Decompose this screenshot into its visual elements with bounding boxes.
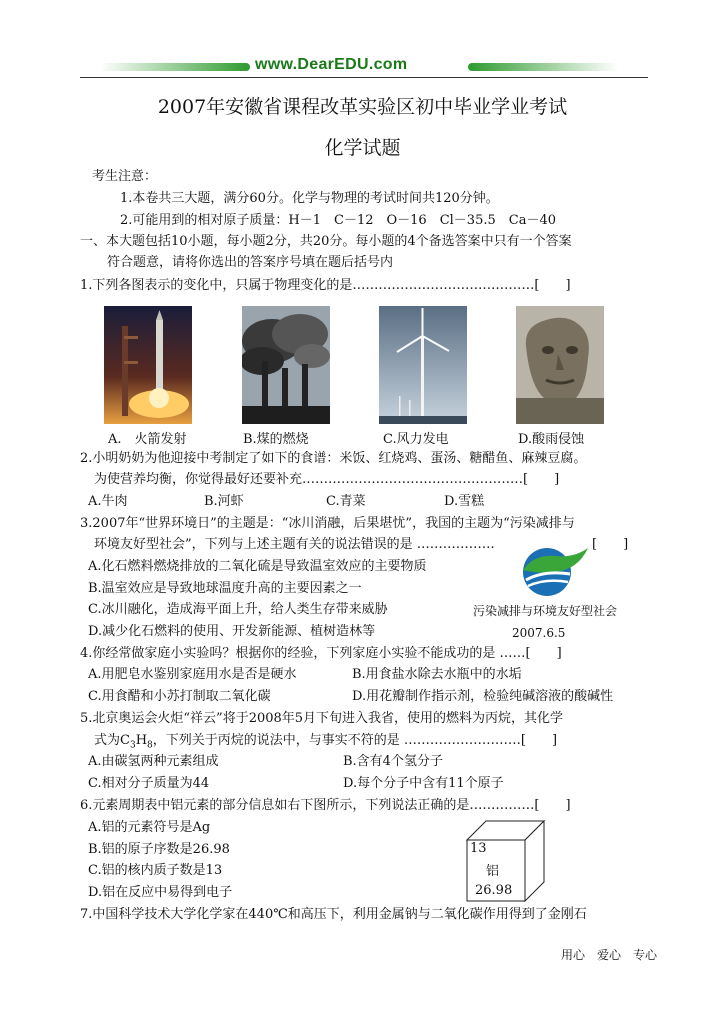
q1-option-a: A. 火箭发射: [108, 432, 187, 447]
q4-option-a: A.用肥皂水鉴别家庭用水是否是硬水: [88, 667, 297, 682]
logo-date: 2007.6.5: [512, 626, 566, 640]
notice-item-1: 1.本卷共三大题，满分60分。化学与物理的考试时间共120分钟。: [120, 191, 499, 206]
element-atomic-mass: 26.98: [475, 883, 513, 898]
notice-heading: 考生注意：: [92, 169, 158, 184]
exam-subtitle: 化学试题: [324, 137, 401, 159]
q2-stem-line2: 为使营养均衡，你觉得最好还要补充……………………………………………[ ]: [94, 472, 560, 487]
q6-option-d: D.铝在反应中易得到电子: [88, 885, 233, 900]
q5-option-d: D.每个分子中含有11个原子: [343, 776, 504, 791]
q1-option-c: C.风力发电: [383, 432, 449, 447]
q5-option-a: A.由碳氢两种元素组成: [88, 754, 219, 769]
q3-option-b: B.温室效应是导致地球温度升高的主要因素之一: [88, 581, 362, 596]
notice-item-2: 2.可能用到的相对原子质量：H－1 C－12 O－16 Cl－35.5 Ca－40: [120, 213, 556, 228]
aluminum-element-cell: [466, 820, 546, 902]
q5-stem-line2: 式为$C_3H_8$，下列关于丙烷的说法中，与事实不符的是 ………………………[ ]: [94, 733, 558, 751]
q6-option-b: B.铝的原子序数是26.98: [88, 842, 230, 857]
q4-option-c: C.用食醋和小苏打制取二氧化碳: [88, 689, 271, 704]
q3-answer-bracket: [ ]: [592, 537, 629, 552]
section1-line2: 符合题意，请将你选出的答案序号填在题后括号内: [107, 255, 394, 270]
wind-power-image: [379, 306, 467, 424]
q5-stem-line1: 5.北京奥运会火炬“祥云”将于2008年5月下旬进入我省，使用的燃料为丙烷，其化学: [80, 711, 564, 726]
q2-stem-line1: 2.小明奶奶为他迎接中考制定了如下的食谱：米饭、红烧鸡、蛋汤、糖醋鱼、麻辣豆腐。: [80, 451, 587, 466]
section1-line1: 一、本大题包括10小题，每小题2分，共20分。每小题的4个备选答案中只有一个答案: [80, 234, 572, 249]
element-name: 铝: [486, 864, 500, 879]
element-atomic-number: 13: [470, 841, 487, 856]
q6-stem: 6.元素周期表中铝元素的部分信息如右下图所示，下列说法正确的是……………[ ]: [80, 798, 571, 813]
q2-option-d: D.雪糕: [444, 494, 485, 509]
q5-option-b: B.含有4个氢分子: [343, 754, 443, 769]
q6-option-a: A.铝的元素符号是Ag: [88, 820, 211, 835]
q1-stem: 1.下列各图表示的变化中，只属于物理变化的是……………………………………[ ]: [80, 278, 571, 293]
acid-rain-statue-image: [516, 306, 604, 424]
header-swoosh-left: [100, 63, 250, 71]
q7-stem-line1: 7.中国科学技术大学化学家在440℃和高压下，利用金属钠与二氧化碳作用得到了金刚石: [80, 907, 587, 922]
q2-option-a: A.牛肉: [88, 494, 128, 509]
q2-option-c: C.青菜: [326, 494, 366, 509]
q4-option-d: D.用花瓣制作指示剂，检验纯碱溶液的酸碱性: [352, 689, 614, 704]
q4-stem: 4.你经常做家庭小实验吗？根据你的经验，下列家庭小实验不能成功的是 ……[ ]: [80, 646, 562, 661]
environment-day-logo: [504, 540, 590, 602]
header-url[interactable]: www.DearEDU.com: [255, 56, 408, 73]
q2-option-b: B.河虾: [204, 494, 244, 509]
rocket-launch-image: [104, 306, 192, 424]
coal-burning-image: [242, 306, 330, 424]
q4-option-b: B.用食盐水除去水瓶中的水垢: [352, 667, 522, 682]
q3-option-d: D.减少化石燃料的使用、开发新能源、植树造林等: [88, 624, 376, 639]
q3-option-a: A.化石燃料燃烧排放的二氧化硫是导致温室效应的主要物质: [88, 559, 427, 574]
q3-option-c: C.冰川融化，造成海平面上升，给人类生存带来威胁: [88, 602, 388, 617]
exam-title: 2007年安徽省课程改革实验区初中毕业学业考试: [157, 96, 568, 118]
page-footer: 用心 爱心 专心: [561, 948, 658, 962]
q3-stem-line2: 环境友好型社会”，下列与上述主题有关的说法错误的是 ………………: [94, 537, 495, 552]
header-swoosh-right: [468, 63, 618, 71]
q3-stem-line1: 3.2007年“世界环境日”的主题是：“冰川消融，后果堪忧”，我国的主题为“污染减排与: [80, 516, 575, 531]
header-rule: [80, 77, 648, 78]
q5-option-c: C.相对分子质量为44: [88, 776, 210, 791]
q1-option-d: D.酸雨侵蚀: [518, 432, 585, 447]
q1-option-b: B.煤的燃烧: [243, 432, 309, 447]
q6-option-c: C.铝的核内质子数是13: [88, 863, 223, 878]
logo-caption: 污染减排与环境友好型社会: [473, 604, 618, 618]
